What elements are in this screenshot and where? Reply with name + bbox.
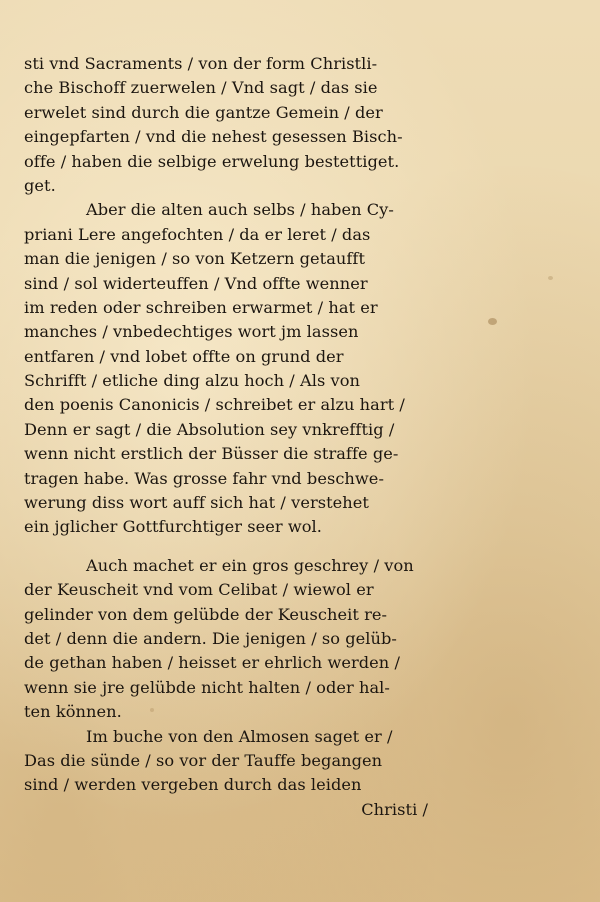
text-line: det / denn die andern. Die jenigen / so gelüb- (24, 628, 397, 648)
text-line: den poenis Canonicis / schreibet er alzu hart / (24, 395, 405, 415)
text-line: Aber die alten auch selbs / haben Cy- (86, 200, 394, 220)
text-line: im reden oder schreiben erwarmet / hat er (24, 297, 378, 317)
text-line: erwelet sind durch die gantze Gemein / der (24, 102, 383, 122)
text-line: man die jenigen / so von Ketzern getaufft (24, 249, 366, 269)
text-line: wenn nicht erstlich der Büsser die straffe ge- (24, 444, 399, 464)
text-line: Das die sünde / so vor der Tauffe begangen (24, 750, 383, 770)
text-line: der Keuscheit vnd vom Celibat / wiewol er (24, 580, 374, 600)
text-line: Schrifft / etliche ding alzu hoch / Als von (24, 371, 360, 391)
text-line: Im buche von den Almosen saget er / (86, 726, 393, 746)
text-line: sind / werden vergeben durch das leiden (24, 775, 362, 795)
text-line: eingepfarten / vnd die nehest gesessen Bisch- (24, 127, 403, 147)
catchword: Christi / (361, 799, 428, 819)
text-line: offe / haben die selbige erwelung bestettiget. (24, 151, 400, 171)
text-line: gelinder von dem gelübde der Keuscheit re- (24, 604, 388, 624)
text-line: che Bischoff zuerwelen / Vnd sagt / das sie (24, 78, 378, 98)
text-line: priani Lere angefochten / da er leret / das (24, 224, 371, 244)
text-line: entfaren / vnd lobet offte on grund der (24, 346, 344, 366)
text-line: ten können. (24, 702, 122, 722)
text-line: Auch machet er ein gros geschrey / von (86, 555, 414, 575)
text-line: get. (24, 175, 56, 195)
text-line: Denn er sagt / die Absolution sey vnkrefftig / (24, 419, 395, 439)
text-line: tragen habe. Was grosse fahr vnd beschwe- (24, 468, 384, 488)
text-line: wenn sie jre gelübde nicht halten / oder hal- (24, 677, 390, 697)
text-line: sti vnd Sacraments / von der form Christli- (24, 54, 378, 73)
text-line: sind / sol widerteuffen / Vnd offte wenner (24, 273, 368, 293)
text-line: ein jglicher Gottfurchtiger seer wol. (24, 517, 322, 537)
foxing-spot (488, 318, 497, 325)
text-line: de gethan haben / heisset er ehrlich werden / (24, 653, 400, 673)
page-text (24, 52, 434, 822)
text-line: manches / vnbedechtiges wort jm lassen (24, 322, 359, 342)
foxing-spot (548, 276, 553, 280)
text-line: werung diss wort auff sich hat / verstehet (24, 493, 369, 513)
